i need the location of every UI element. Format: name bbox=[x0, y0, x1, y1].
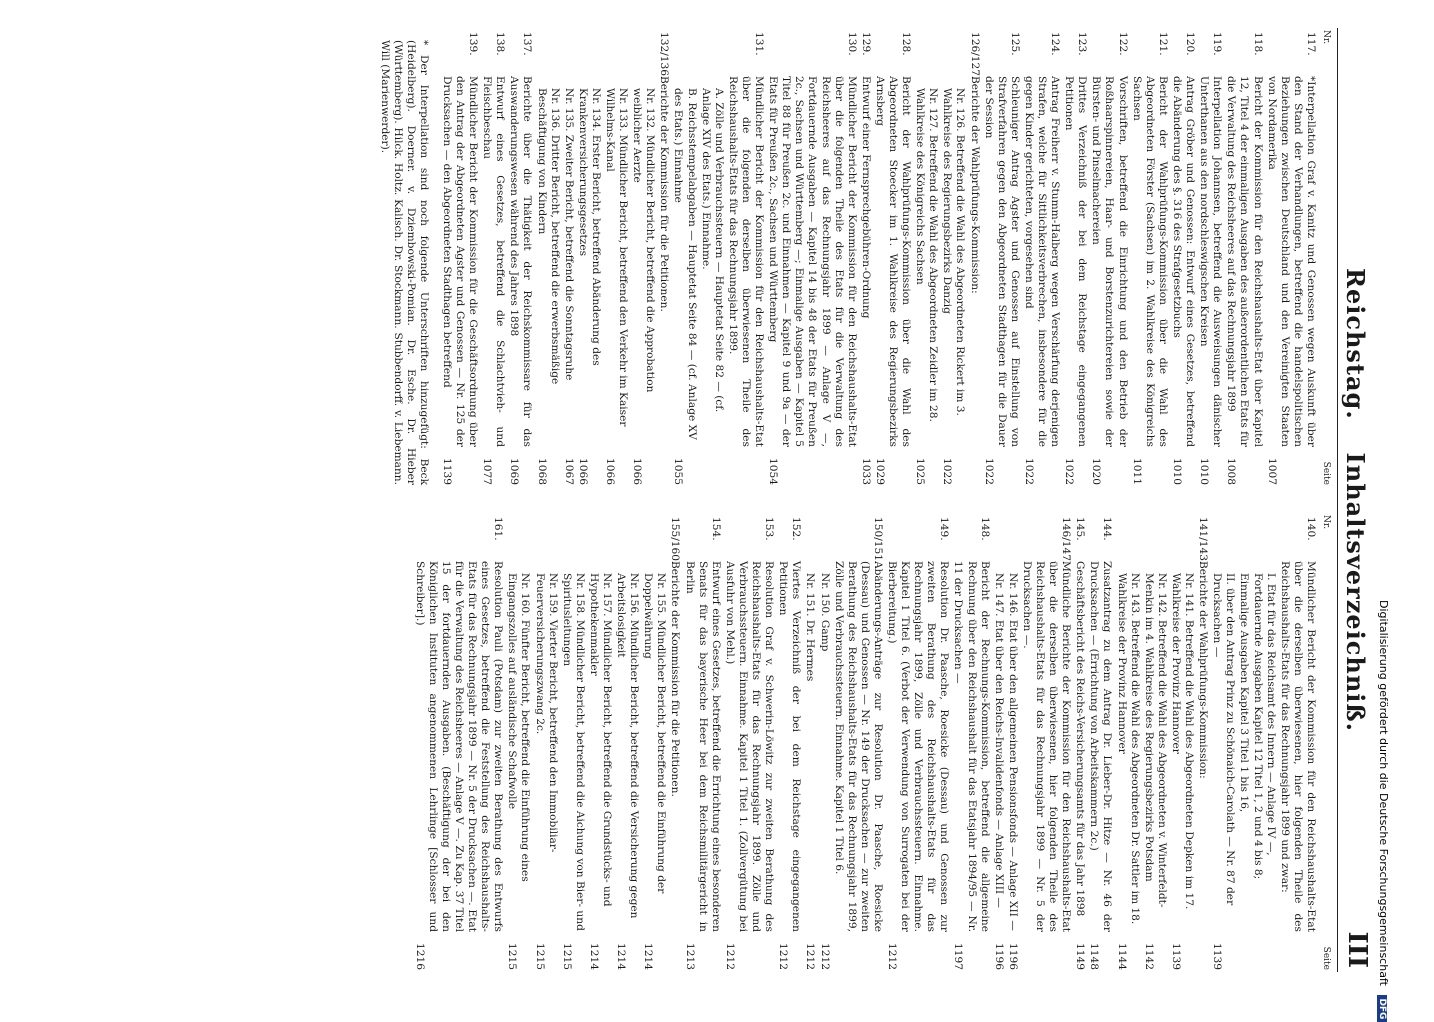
toc-entry bbox=[832, 515, 884, 970]
toc-subentry bbox=[641, 515, 667, 970]
entry-number: 120. bbox=[1184, 32, 1197, 56]
entry-page: 1066 bbox=[576, 458, 589, 485]
dfg-logo: DFG bbox=[1377, 995, 1387, 1022]
nr-heading: Nr. bbox=[1321, 515, 1331, 530]
entry-number: 131. bbox=[753, 32, 766, 56]
entry-text: Nr. 143. Betreffend die Wahl des Abgeordneten Dr. Sattler im 18. Wahlkreise der Provinz Hannover bbox=[1115, 573, 1141, 925]
entry-text: Berichte der Kommission für die Petitionen. bbox=[669, 561, 682, 797]
entry-page: 1139 bbox=[1211, 943, 1224, 970]
nr-heading: Nr. bbox=[1321, 30, 1331, 45]
entry-page: 1033 bbox=[859, 458, 872, 485]
entry-text: Berichte über die Thätigkeit der Reichskommissare für das Auswanderungswesen während des Jahres 1898 bbox=[508, 76, 534, 447]
header-right-title: Inhaltsverzeichniß. bbox=[1341, 452, 1370, 732]
credit-sidebar bbox=[1377, 0, 1434, 1020]
entry-page: 1214 bbox=[615, 943, 628, 970]
entry-text: Geschäftsbericht des Reichs-Versicherungsamts für das Jahr 1898 bbox=[1074, 561, 1087, 917]
toc-subentry bbox=[913, 30, 939, 485]
left-column-head bbox=[1319, 30, 1332, 485]
entry-text: Nr. 134. Erster Bericht, betreffend Abänderung des Krankenversicherungsgesetzes bbox=[576, 88, 602, 366]
entry-page: 1022 bbox=[1063, 458, 1076, 485]
entry-page: 1010 bbox=[1170, 458, 1183, 485]
left-column bbox=[377, 30, 1332, 485]
entry-text: *Interpellation Graf v. Kanitz und Genossen wegen Auskunft über den Stand der Verhandlungen, betreffend die handelspolitischen Beziehungen zwischen Deutschland und den Vereinigten Staaten von Nordamerika bbox=[1265, 76, 1317, 447]
toc-entry bbox=[1197, 30, 1223, 485]
entry-text: Bericht der Wahlprüfungs-Kommission über die Wahl des Abgeordneten Förster (Sachsen) im 2. Wahlkreise des Königreichs Sachsen bbox=[1130, 76, 1169, 447]
toc-subentry bbox=[562, 30, 575, 485]
entry-text: Drittes Verzeichniß der bei dem Reichstage eingegangenen Petitionen bbox=[1063, 76, 1089, 447]
entry-text: II. über den Antrag Prinz zu Schönaich-Carolath — Nr. 87 der Drucksachen — bbox=[1211, 573, 1237, 906]
entry-number: 132/136. bbox=[658, 32, 671, 80]
toc-entry bbox=[413, 515, 505, 970]
toc-subentry bbox=[1169, 515, 1195, 970]
entry-page: 1196 bbox=[1006, 943, 1019, 970]
entry-page: 1212 bbox=[804, 943, 817, 970]
toc-entry bbox=[1087, 515, 1113, 970]
page-number: III bbox=[1342, 931, 1372, 968]
document-sheet bbox=[80, 10, 1380, 990]
entry-page: 1144 bbox=[1115, 943, 1128, 970]
entry-text: Nr. 146. Etat über den allgemeinen Pensionsfonds — Anlage XII — bbox=[1006, 573, 1019, 931]
entry-text: Mündlicher Bericht der Kommission für den Reichshaushalts-Etat über die folgenden Theile des Etats für die Verwaltung des Reichsheeres auf das Rechnungsjahr 1899 — Anlage V —, Fortdauernde Ausgaben — Kapitel 14 bis 48 der Etats für Preußen 2c., Sachsen und Württemberg —; Einmalige Ausgaben — Kapitel 5 Titel 88 für Preußen 2c. und Einnahmen — Kapitel 9 und 9a — der Etats für Preußen 2c., Sachsen und Württemberg bbox=[767, 76, 858, 447]
entry-page: 1212 bbox=[886, 943, 898, 970]
toc-entry bbox=[1089, 30, 1128, 485]
entry-text: B. Reichsstempelabgaben — Hauptetat Seite 84 — (cf. Anlage XV des Etats.) Einnahme bbox=[672, 88, 698, 440]
entry-page: 1139 bbox=[1169, 943, 1182, 970]
entry-number: 149. bbox=[938, 517, 951, 541]
toc-entry bbox=[967, 30, 980, 485]
entry-number: 138. bbox=[494, 32, 507, 56]
entry-number: 155/160. bbox=[669, 517, 682, 565]
entry-page: 1212 bbox=[723, 943, 736, 970]
entry-page: 1066 bbox=[604, 458, 617, 485]
right-column-head bbox=[1319, 515, 1332, 970]
toc-subentry bbox=[671, 30, 697, 485]
entry-text: Vorschriften, betreffend die Einrichtung und den Betrieb der Roßhaarspinnereien, Haar- und Borstenzurichtereien sowie der Bürsten- und Pinselmachereien bbox=[1090, 76, 1129, 447]
entry-text: Nr. 133. Mündlicher Bericht, betreffend den Verkehr im Kaiser Wilhelms-Kanal bbox=[604, 88, 630, 427]
toc-entry bbox=[1130, 30, 1169, 485]
entry-number: 125. bbox=[1008, 32, 1021, 56]
entry-text: Nr. 127. Betreffend die Wahl des Abgeordneten Zeidler im 28. Wahlkreise des Königreichs Sachsen bbox=[914, 88, 940, 422]
toc-entry bbox=[1170, 30, 1196, 485]
entry-page: 1020 bbox=[1090, 458, 1103, 485]
entry-page: 1139 bbox=[440, 458, 453, 485]
entry-text: Abänderungs-Anträge zur Resolution Dr. Paasche, Roesicke (Dessau) und Genossen — Nr. 149 der Drucksachen — zur zweiten Berathung des Reichshaushalts-Etats für das Rechnungsjahr 1899, Zölle und Verbrauchssteuern. Einnahme. Kapitel 1 Titel 6. bbox=[832, 561, 884, 932]
entry-text: Bericht der Rechnungs-Kommission, betreffend die allgemeine Rechnung über den Reichshaushalt für das Etatsjahr 1894/95 — Nr. 11 der Drucksachen — bbox=[952, 561, 991, 932]
digitization-credit bbox=[1377, 600, 1390, 1020]
toc-entry bbox=[1196, 515, 1209, 970]
entry-page: 1214 bbox=[587, 943, 600, 970]
entry-page: 1215 bbox=[560, 943, 573, 970]
entry-number: 154. bbox=[709, 517, 722, 541]
toc-subentry bbox=[1237, 515, 1276, 970]
toc-entry bbox=[951, 515, 990, 970]
entry-text: Zusatzantrag zu dem Antrag Dr. Lieber-Dr. Hitze — Nr. 46 der Drucksachen — (Errichtung von Arbeitskammern 2c.) bbox=[1088, 561, 1114, 932]
toc-entry bbox=[982, 30, 1021, 485]
toc-entry bbox=[668, 515, 681, 970]
entry-number: 137. bbox=[521, 32, 534, 56]
entry-number: 123. bbox=[1076, 32, 1089, 56]
toc-entry bbox=[885, 515, 950, 970]
entry-page: 1213 bbox=[683, 943, 696, 970]
entry-number: 152. bbox=[790, 517, 803, 541]
entry-text: Nr. 160. Fünfter Bericht, betreffend die Einführung eines Eingangszolles auf ausländische Schafwolle bbox=[506, 573, 532, 882]
entry-text: Antrag Freiherr v. Stumm-Halberg wegen Verschärfung derjenigen Strafen, welche für Sittlichkeitsverbrechen, insbesondere für die gegen Kinder gerichteten, vorgesehen sind bbox=[1022, 76, 1062, 447]
toc-entry bbox=[873, 30, 912, 485]
page-header bbox=[1337, 28, 1372, 972]
entry-number: 145. bbox=[1074, 517, 1087, 541]
entry-text: Resolution Graf v. Schwerin-Löwitz zur zweiten Berathung des Reichshaushalts-Etats für das Rechnungsjahr 1899. Zölle und Verbrauchssteuern. Einnahme. Kapitel 1 Titel 1. (Zollvergütung bei Ausfuhr von Mehl.) bbox=[723, 561, 776, 932]
entry-text: Resolution Pauli (Potsdam) zur zweiten Berathung des Entwurfs eines Gesetzes, betreffend die Feststellung des Reichshaushalts-Etats für das Rechnungsjahr 1899 — Nr. 5 der Drucksachen —. Etat für die Verwaltung des Reichsheeres — Anlage V —. Zu Kap. 37 Titel 15 der fortdauernden Ausgaben. (Beschäftigung der bei den Königlichen Instituten angenommenen Lehrlinge [Schlosser und Schreiber].) bbox=[413, 561, 505, 932]
entry-text: Mündlicher Bericht der Kommission für die Geschäftsordnung über den Antrag der Abgeordneten Agster und Genossen — Nr. 125 der Drucksachen — den Abgeordneten Stadthagen betreffend bbox=[440, 76, 480, 447]
entry-page: 1022 bbox=[941, 458, 954, 485]
entry-number: 118. bbox=[1251, 32, 1264, 56]
entry-text: Entwurf eines Gesetzes, betreffend die Schlachtvieh- und Fleischbeschau bbox=[481, 76, 507, 447]
toc-subentry bbox=[817, 515, 830, 970]
toc-entry bbox=[766, 30, 858, 485]
entry-text: Mündlicher Bericht der Kommission für den Reichshaushalts-Etat über die derselben überwiesenen, hier folgenden Theile des Reichshaushalts-Etats für das Rechnungsjahr 1899 und zwar: bbox=[1278, 561, 1317, 932]
entry-text: Nr. 135. Zweiter Bericht, betreffend die Sonntagsruhe bbox=[562, 88, 575, 381]
toc-entry bbox=[1022, 30, 1061, 485]
toc-entry bbox=[776, 515, 802, 970]
toc-entry bbox=[657, 30, 670, 485]
toc-entry bbox=[1062, 30, 1088, 485]
toc-subentry bbox=[576, 30, 602, 485]
entry-page: 1007 bbox=[1265, 458, 1278, 485]
entry-text: Nr. 157. Mündlicher Bericht, betreffend die Grundstücks- und Hypothekenmakler bbox=[587, 573, 614, 907]
toc-entry bbox=[859, 30, 872, 485]
entry-page: 1068 bbox=[535, 458, 548, 485]
entry-page: 1196 bbox=[992, 943, 1005, 970]
entry-text: A. Zölle und Verbrauchssteuern — Hauptetat Seite 82 — (cf. Anlage XIV des Etats.) Einnahme. bbox=[699, 88, 725, 413]
entry-text: Nr. 126. Betreffend die Wahl des Abgeordneten Rickert im 3. Wahlkreise des Regierungsbezirks Danzig bbox=[941, 88, 967, 416]
entry-text: Nr. 142. Betreffend die Wahl des Abgeordneten v. Winterfeldt-Menkin im 4. Wahlkreise des Regierungsbezirks Potsdam bbox=[1142, 573, 1168, 908]
toc-entry bbox=[440, 30, 479, 485]
entry-text: Berichte der Wahlprüfungs-Kommission: bbox=[1197, 561, 1210, 779]
toc-subentry bbox=[505, 515, 531, 970]
toc-subentry bbox=[587, 515, 613, 970]
toc-subentry bbox=[699, 30, 725, 485]
toc-entry bbox=[1020, 515, 1072, 970]
entry-page: 1067 bbox=[562, 458, 575, 485]
entry-number: 130. bbox=[845, 32, 858, 56]
seite-heading: Seite bbox=[1321, 946, 1331, 970]
entry-page: 1055 bbox=[672, 458, 685, 485]
entry-page: 1008 bbox=[1225, 458, 1238, 485]
entry-text: Nr. 150. Gamp bbox=[818, 573, 831, 652]
entry-text: Schleuniger Antrag Agster und Genossen auf Einstellung von Strafverfahren gegen den Abgeordneten Stadthagen für die Dauer der Session bbox=[982, 76, 1021, 447]
entry-text: Nr. 147. Etat über den Reichs-Invalidenfonds — Anlage XIII — bbox=[992, 573, 1005, 909]
entry-page: 1025 bbox=[914, 458, 927, 485]
entry-page: 1029 bbox=[873, 458, 886, 485]
credit-text: Digitalisierung gefördert durch die Deutsche Forschungsgemeinschaft bbox=[1377, 600, 1390, 986]
entry-page: 1197 bbox=[952, 943, 965, 970]
entry-page: 1215 bbox=[506, 943, 519, 970]
seite-heading: Seite bbox=[1321, 461, 1331, 485]
entry-text: Nr. 132. Mündlicher Bericht, betreffend die Approbation weiblicher Aerzte bbox=[631, 88, 657, 393]
header-left-title: Reichstag. bbox=[1341, 268, 1370, 420]
toc-subentry bbox=[803, 515, 816, 970]
toc-entry bbox=[683, 515, 722, 970]
toc-subentry bbox=[532, 515, 558, 970]
toc-entry bbox=[723, 515, 775, 970]
entry-page: 1011 bbox=[1130, 458, 1143, 485]
toc-subentry bbox=[1115, 515, 1141, 970]
toc-subentry bbox=[1142, 515, 1168, 970]
entry-number: 140. bbox=[1304, 517, 1317, 541]
entry-number: 124. bbox=[1049, 32, 1062, 56]
entry-page: 1010 bbox=[1198, 458, 1211, 485]
toc-subentry bbox=[1006, 515, 1019, 970]
toc-subentry bbox=[940, 30, 966, 485]
entry-text: Entwurf eines Gesetzes, betreffend die Errichtung eines besonderen Senats für das bayerische Heer bei dem Reichsmilitärgericht in Berlin bbox=[683, 561, 722, 932]
entry-page: 1148 bbox=[1088, 943, 1101, 970]
entry-number: 129. bbox=[859, 32, 872, 56]
toc-subentry bbox=[534, 30, 560, 485]
entry-number: 150/151. bbox=[871, 517, 884, 565]
toc-entry bbox=[726, 30, 765, 485]
entry-text: Bericht der Wahlprüfungs-Kommission über die Wahl des Abgeordneten Stoecker im 1. Wahlkreise des Regierungsbezirks Arnsberg bbox=[873, 76, 913, 447]
entry-number: 121. bbox=[1156, 32, 1169, 56]
toc-subentry bbox=[603, 30, 629, 485]
entry-number: 128. bbox=[900, 32, 913, 56]
entry-text: I. Etat für das Reichsamt des Innern — Anlage IV —, Fortdauernde Ausgaben Kapitel 12 Titel 1, 2 und 4 bis 8; Einmalige Ausgaben Kapitel 3 Titel 1 bis 16, bbox=[1238, 573, 1277, 880]
entry-text: Bericht der Kommission für den Reichshaushalts-Etat über Kapitel 12, Titel 4 der einmaligen Ausgaben des außerordentlichen Etats für die Verwaltung des Reichsheeres auf das Rechnungsjahr 1899 bbox=[1225, 76, 1264, 447]
entry-text: Nr. 158. Mündlicher Bericht, betreffend die Aichung von Bier- und Spiritusleitungen bbox=[560, 573, 586, 931]
entry-number: 122. bbox=[1116, 32, 1129, 56]
entry-number: 161. bbox=[492, 517, 505, 541]
toc-subentry bbox=[560, 515, 586, 970]
toc-entry bbox=[1278, 515, 1317, 970]
entry-text: Interpellation Johannsen, betreffend die Ausweisungen dänischer Unterthanen aus den nordschleswigschen Kreisen bbox=[1198, 76, 1224, 447]
entry-text: Nr. 159. Vierter Bericht, betreffend den Immobiliar-Feuerversicherungszwang 2c. bbox=[533, 573, 559, 853]
entry-page: 1212 bbox=[777, 943, 790, 970]
toc-subentry bbox=[992, 515, 1005, 970]
toc-subentry bbox=[630, 30, 656, 485]
toc-subentry bbox=[1210, 515, 1236, 970]
entry-text: Antrag Gröber und Genossen: Entwurf eines Gesetzes, betreffend die Abänderung des §. 316 des Strafgesetzbuchs bbox=[1170, 76, 1197, 447]
entry-text: Viertes Verzeichniß der bei dem Reichstage eingegangenen Petitionen bbox=[777, 561, 803, 932]
entry-number: 148. bbox=[978, 517, 991, 541]
entry-page: 1214 bbox=[642, 943, 655, 970]
entry-page: 1216 bbox=[413, 943, 426, 970]
entry-page: 1215 bbox=[533, 943, 546, 970]
toc-entry bbox=[480, 30, 506, 485]
toc-entry bbox=[1265, 30, 1317, 485]
entry-page: 1142 bbox=[1142, 943, 1155, 970]
toc-entry bbox=[1224, 30, 1263, 485]
entry-page: 1149 bbox=[1074, 943, 1087, 970]
entry-text: Berichte der Wahlprüfungs-Kommission: bbox=[968, 76, 981, 294]
toc-subentry bbox=[614, 515, 640, 970]
footnote: * Der Interpellation sind noch folgende Unterschriften hinzugefügt: Beck (Heidelberg). Doerner. v. Dziembowski-Pomian. Dr. Esche. Dr. Hieber (Württemberg). Hilck. Holtz. Kalisch. Dr. Stockmann. Stubbendorff. v. Liebemann. Will (Marienwerder). bbox=[378, 40, 430, 485]
entry-text: Nr. 151. Dr. Hermes bbox=[804, 573, 817, 682]
entry-page: 1022 bbox=[982, 458, 995, 485]
entry-page: 1077 bbox=[481, 458, 494, 485]
entry-text: Nr. 156. Mündlicher Bericht, betreffend die Versicherung gegen Arbeitslosigkeit bbox=[615, 573, 641, 919]
entry-number: 144. bbox=[1101, 517, 1114, 541]
entry-text: Nr. 141. Betreffend die Wahl des Abgeordneten Depken im 17. Wahlkreise der Provinz Hannover bbox=[1169, 573, 1196, 910]
entry-number: 141/143. bbox=[1197, 517, 1210, 565]
entry-page: 1212 bbox=[818, 943, 831, 970]
entry-text: Resolution Dr. Paasche, Roesicke (Dessau) und Genossen zur zweiten Berathung des Reichshaushalts-Etats für das Rechnungsjahr 1899, Zölle und Verbrauchssteuern. Einnahme. Kapitel 1 Titel 6. (Verbot der Verwendung von Surrogaten bei der Bierbereitung.) bbox=[886, 561, 951, 932]
entry-number: 139. bbox=[467, 32, 480, 56]
entry-page: 1066 bbox=[631, 458, 644, 485]
entry-number: 146/147. bbox=[1060, 517, 1073, 565]
entry-text: Nr. 155. Mündlicher Bericht, betreffend die Einführung der Doppelwährung bbox=[642, 573, 668, 894]
entry-text: Nr. 136. Dritter Bericht, betreffend die erwerbsmäßige Beschäftigung von Kindern bbox=[535, 88, 561, 385]
entry-text: Berichte der Kommission für die Petitionen. bbox=[658, 76, 671, 312]
entry-text: Entwurf einer Fernsprechgebühren-Ordnung bbox=[859, 76, 872, 319]
entry-number: 117. bbox=[1304, 32, 1317, 56]
entry-page: 1022 bbox=[1022, 458, 1035, 485]
entry-page: 1054 bbox=[767, 458, 780, 485]
entry-number: 126/127. bbox=[968, 32, 981, 80]
toc-entry bbox=[507, 30, 533, 485]
right-column bbox=[412, 515, 1332, 970]
entry-number: 153. bbox=[763, 517, 776, 541]
entry-text: Mündlicher Bericht der Kommission für den Reichshaushalts-Etat über die folgenden derselben überwiesenen Theile des Reichshaushalts-Etats für das Rechnungsjahr 1899. bbox=[726, 76, 766, 447]
entry-page: 1069 bbox=[508, 458, 521, 485]
entry-text: Mündliche Berichte der Kommission für den Reichshaushalts-Etat über die derselben überwiesenen, hier folgenden Theile des Reichshaushalts-Etats für das Rechnungsjahr 1899 — Nr. 5 der Drucksachen —. bbox=[1020, 561, 1073, 932]
entry-number: 119. bbox=[1211, 32, 1224, 56]
toc-entry bbox=[1073, 515, 1086, 970]
